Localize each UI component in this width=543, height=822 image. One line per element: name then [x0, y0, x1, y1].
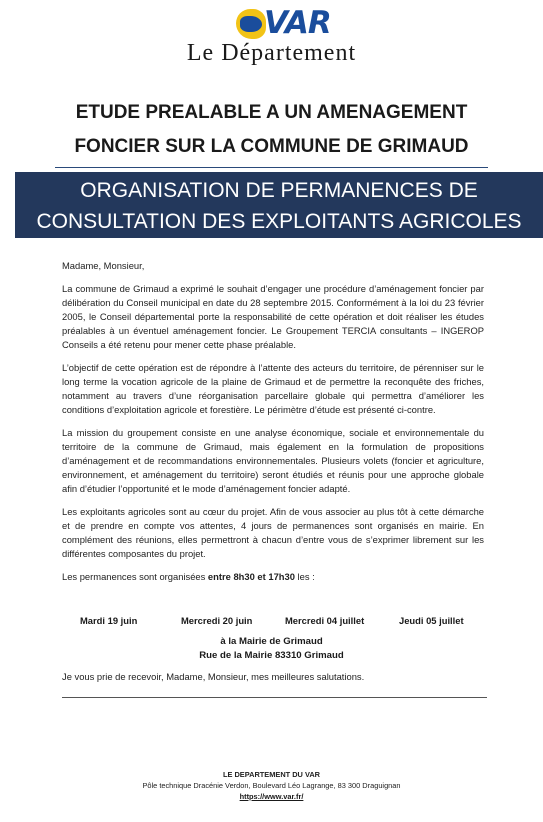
schedule-intro: Les permanences sont organisées — [62, 571, 208, 582]
letter-body — [62, 259, 484, 593]
paragraph-1: La commune de Grimaud a exprimé le souhait d’engager une procédure d’aménagement foncier par délibération du Conseil municipal en date du 28 septembre 2015. Conformément à la loi du 23 février 2005, le Conseil départemental porte la responsabilité de cette opération et doit réaliser les études préalables à un éventuel aménagement foncier. Le Groupement TERCIA consultants – INGEROP Conseils a été retenu pour mener cette phase préalable. — [62, 283, 484, 350]
schedule-day-1: Mardi 19 juin — [80, 615, 138, 626]
paragraph-3: La mission du groupement consiste en une analyse économique, sociale et environnementale du territoire de la commune de Grimaud, mais également en la formulation de propositions d’aménagement et de recommandations environnementales. Plusieurs volets (foncier et agriculture, environnement, et aménagement du territoire) seront étudiés et réunis pour une approche globale afin d’étudier l’opportunité et le mode d’aménagement foncier adapté. — [62, 427, 484, 494]
closing-salutation: Je vous prie de recevoir, Madame, Monsieur, mes meilleures salutations. — [62, 671, 365, 682]
footer-address: Pôle technique Dracénie Verdon, Boulevard Léo Lagrange, 83 300 Draguignan — [142, 781, 401, 790]
schedule-day-4: Jeudi 05 juillet — [399, 615, 464, 626]
logo-text: VAR — [264, 5, 331, 41]
paragraph-4: Les exploitants agricoles sont au cœur du projet. Afin de vous associer au plus tôt à cette démarche et de prendre en compte vos attentes, 4 jours de permanences sont organisés en mairie. En complément des réunions, elles permettront à chacun d’entre vous de s’exprimer librement sur les différentes composantes du projet. — [62, 506, 484, 559]
banner-line-1: ORGANISATION DE PERMANENCES DE — [80, 179, 478, 202]
banner — [15, 172, 543, 238]
title-divider — [55, 167, 488, 168]
schedule-hours: entre 8h30 et 17h30 — [207, 571, 295, 582]
title-line-2: FONCIER SUR LA COMMUNE DE GRIMAUD — [74, 136, 469, 157]
footer-website-link[interactable]: https://www.var.fr/ — [239, 792, 304, 801]
banner-line-2: CONSULTATION DES EXPLOITANTS AGRICOLES — [36, 210, 522, 233]
department-title: Le Département — [186, 40, 357, 66]
schedule-day-2: Mercredi 20 juin — [181, 615, 253, 626]
paragraph-5 — [62, 570, 484, 584]
location-line-2: Rue de la Mairie 83310 Grimaud — [199, 650, 344, 661]
var-logo — [236, 5, 331, 41]
footer-divider — [62, 697, 487, 698]
logo-map-shape — [240, 16, 262, 32]
title-line-1: ETUDE PREALABLE A UN AMENAGEMENT — [75, 102, 468, 123]
document-title — [20, 96, 523, 164]
footer — [0, 769, 543, 802]
footer-org: LE DEPARTEMENT DU VAR — [222, 770, 321, 779]
location-line-1: à la Mairie de Grimaud — [220, 636, 323, 647]
schedule-day-3: Mercredi 04 juillet — [285, 615, 365, 626]
paragraph-2: L’objectif de cette opération est de répondre à l’attente des acteurs du territoire, de pérenniser sur le long terme la vocation agricole de la plaine de Grimaud et de permettre la reconquête des friches, notamment au travers d’une réorganisation parcellaire globale qui permettra d’améliorer les conditions d’exploitation agricole et forestière. Le périmètre d’étude est présenté ci-contre. — [62, 362, 484, 415]
meeting-location — [0, 635, 543, 663]
schedule-intro-end: les : — [294, 571, 315, 582]
salutation: Madame, Monsieur, — [62, 260, 145, 271]
